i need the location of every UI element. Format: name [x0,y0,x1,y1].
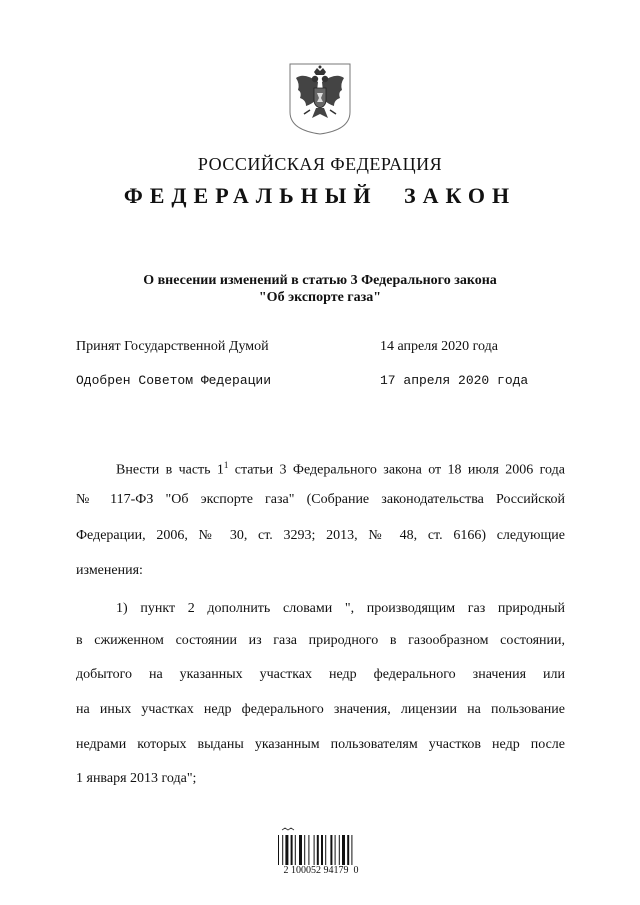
council-label: Одобрен Советом Федерации [76,373,272,388]
paragraph-line: добытого на указанных участках недр федерального значения или [76,667,565,682]
law-title [0,272,640,306]
paragraph-line: изменения: [76,563,143,578]
law-type-heading: ФЕДЕРАЛЬНЫЙ ЗАКОН [123,183,517,208]
law-title-line: "Об экспорте газа" [258,290,382,305]
council-date: 17 апреля 2020 года [380,373,529,388]
country-heading: РОССИЙСКАЯ ФЕДЕРАЦИЯ [197,154,443,174]
paragraph-line: в сжиженном состоянии из газа природного в газообразном состоянии, [76,633,565,648]
paragraph-line: Внести в часть $1^1$ статьи 3 Федерального закона от 18 июля 2006 года [116,460,565,478]
law-title-line: О внесении изменений в статью 3 Федерального закона [143,273,497,288]
russian-coat-of-arms-icon [288,62,352,136]
duma-date: 14 апреля 2020 года [380,339,498,354]
paragraph-line: 1) пункт 2 дополнить словами ", производящим газ природный [116,601,565,616]
council-approval-row [76,373,566,393]
paragraph-line: на иных участках недр федерального значения, лицензии на пользование [76,702,565,717]
duma-label: Принят Государственной Думой [76,339,269,354]
paragraph-line: Федерации, 2006, № 30, ст. 3293; 2013, № 48, ст. 6166) следующие [76,528,565,543]
superscript: 1 [223,460,229,470]
duma-adoption-row [76,339,566,359]
paragraph-line: № 117-ФЗ "Об экспорте газа" (Собрание законодательства Российской [76,492,565,507]
barcode-number: 2 100052 94179 0 [283,865,359,876]
paragraph-line: 1 января 2013 года"; [76,771,197,786]
paragraph-line: недрами которых выданы указанным пользователям участков недр после [76,737,565,752]
